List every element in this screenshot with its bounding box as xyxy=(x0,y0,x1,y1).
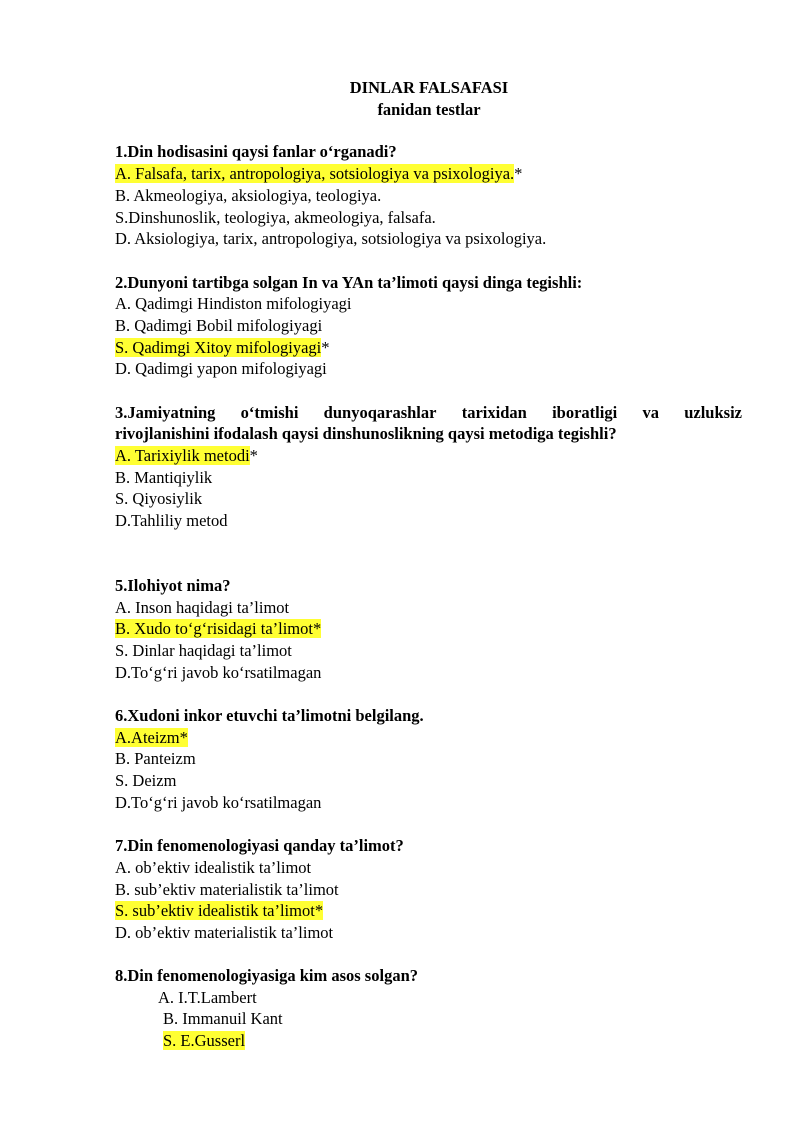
q2-option-d: D. Qadimgi yapon mifologiyagi xyxy=(115,359,327,378)
q3-option-d: D.Tahliliy metod xyxy=(115,511,228,530)
q1-option-d: D. Aksiologiya, tarix, antropologiya, sotsiologiya va psixologiya. xyxy=(115,229,547,248)
q5-option-d: D.To‘g‘ri javob ko‘rsatilmagan xyxy=(115,663,322,682)
q3-word: uzluksiz xyxy=(684,403,742,422)
question-8: 8.Din fenomenologiyasiga kim asos solgan? xyxy=(115,966,418,985)
q7-option-s xyxy=(115,900,323,922)
document-subtitle: fanidan testlar xyxy=(377,100,481,119)
question-7: 7.Din fenomenologiyasi qanday ta’limot? xyxy=(115,836,404,855)
question-5: 5.Ilohiyot nima? xyxy=(115,576,231,595)
q2-option-b: B. Qadimgi Bobil mifologiyagi xyxy=(115,316,323,335)
q3-word: iboratligi xyxy=(552,403,618,422)
q7-option-s-text: S. sub’ektiv idealistik ta’limot* xyxy=(115,901,324,920)
q3-option-b: B. Mantiqiylik xyxy=(115,468,213,487)
question-1: 1.Din hodisasini qaysi fanlar o‘rganadi? xyxy=(115,142,397,161)
q2-option-s-text: S. Qadimgi Xitoy mifologiyagi xyxy=(115,338,322,357)
q3-word: o‘tmishi xyxy=(240,403,299,422)
q8-option-s-text: S. E.Gusserl xyxy=(163,1031,246,1050)
question-3-line-1 xyxy=(115,402,742,424)
correct-mark: * xyxy=(514,164,523,183)
q5-option-b xyxy=(115,618,321,640)
question-6: 6.Xudoni inkor etuvchi ta’limotni belgilang. xyxy=(115,706,424,725)
q3-word: dunyoqarashlar xyxy=(323,403,437,422)
q5-option-a: A. Inson haqidagi ta’limot xyxy=(115,598,290,617)
q8-option-s xyxy=(163,1030,245,1052)
q1-option-b: B. Akmeologiya, aksiologiya, teologiya. xyxy=(115,186,382,205)
q6-option-d: D.To‘g‘ri javob ko‘rsatilmagan xyxy=(115,793,322,812)
correct-mark: * xyxy=(321,338,330,357)
q5-option-b-text: B. Xudo to‘g‘risidagi ta’limot* xyxy=(115,619,322,638)
document-title: DINLAR FALSAFASI xyxy=(349,78,509,97)
q1-option-s: S.Dinshunoslik, teologiya, akmeologiya, falsafa. xyxy=(115,208,436,227)
q2-option-a: A. Qadimgi Hindiston mifologiyagi xyxy=(115,294,352,313)
question-2: 2.Dunyoni tartibga solgan In va YAn ta’limoti qaysi dinga tegishli: xyxy=(115,273,583,292)
q3-word: tarixidan xyxy=(461,403,527,422)
q1-option-a xyxy=(115,163,522,185)
q7-option-d: D. ob’ektiv materialistik ta’limot xyxy=(115,923,334,942)
q8-option-b: B. Immanuil Kant xyxy=(163,1009,283,1028)
q7-option-b: B. sub’ektiv materialistik ta’limot xyxy=(115,880,339,899)
document-title-block xyxy=(0,77,800,121)
q3-word: va xyxy=(642,403,659,422)
q5-option-s: S. Dinlar haqidagi ta’limot xyxy=(115,641,292,660)
correct-mark: * xyxy=(249,446,258,465)
q6-option-b: B. Panteizm xyxy=(115,749,196,768)
q6-option-a xyxy=(115,727,188,749)
q1-option-a-text: A. Falsafa, tarix, antropologiya, sotsiologiya va psixologiya. xyxy=(115,164,515,183)
question-3-line-2: rivojlanishini ifodalash qaysi dinshunoslikning qaysi metodiga tegishli? xyxy=(115,424,617,443)
q7-option-a: A. ob’ektiv idealistik ta’limot xyxy=(115,858,312,877)
q6-option-a-text: A.Ateizm* xyxy=(115,728,188,747)
q6-option-s: S. Deizm xyxy=(115,771,177,790)
q8-option-a: A. I.T.Lambert xyxy=(158,988,257,1007)
q3-option-a-text: A. Tarixiylik metodi xyxy=(115,446,250,465)
q3-option-a xyxy=(115,445,258,467)
q3-word: 3.Jamiyatning xyxy=(115,403,216,422)
q3-option-s: S. Qiyosiylik xyxy=(115,489,203,508)
q2-option-s xyxy=(115,337,330,359)
